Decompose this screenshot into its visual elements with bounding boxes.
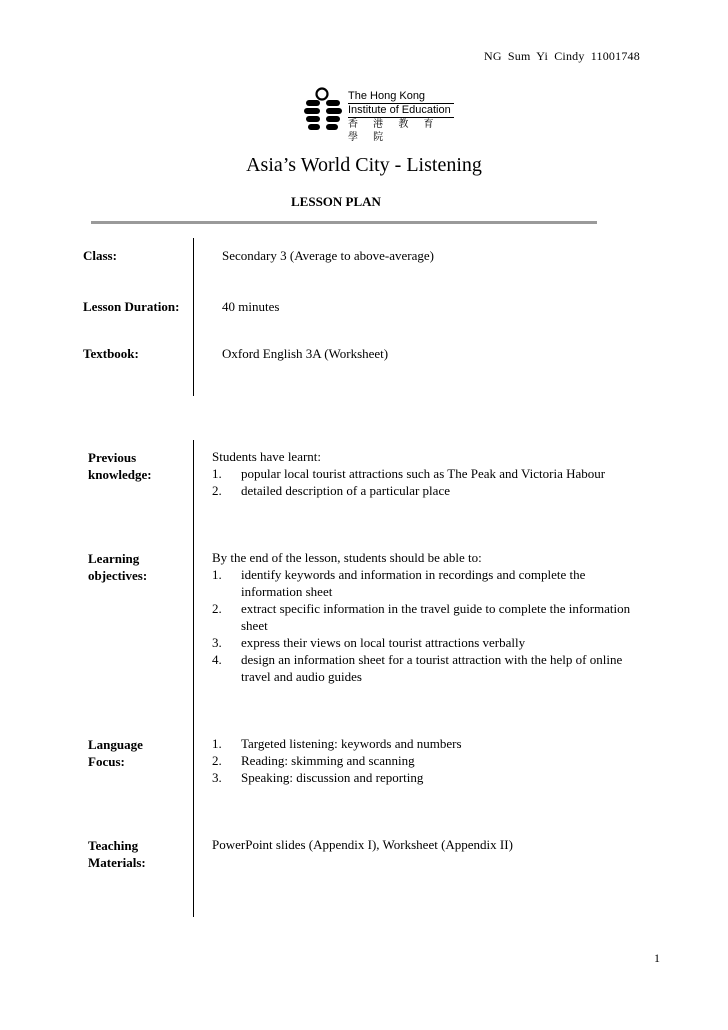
list-item: 2. detailed description of a particular place — [212, 483, 450, 498]
page-number: 1 — [654, 951, 660, 965]
learning-objectives-content — [212, 549, 642, 685]
logo-emblem-icon — [304, 86, 346, 136]
lesson-plan-heading: LESSON PLAN — [291, 194, 381, 209]
textbook-label: Textbook: — [83, 346, 139, 361]
list-item: 4. design an information sheet for a tourist attraction with the help of online travel and audio guides — [212, 652, 623, 684]
language-focus-content — [212, 735, 642, 786]
class-value: Secondary 3 (Average to above-average) — [222, 248, 434, 263]
previous-knowledge-label: Previous knowledge: — [88, 450, 152, 482]
info-column-divider — [193, 238, 194, 396]
list-item: 2. extract specific information in the travel guide to complete the information sheet — [212, 601, 631, 633]
previous-knowledge-intro: Students have learnt: — [212, 449, 322, 464]
author-line: NG Sum Yi Cindy 11001748 — [484, 49, 640, 63]
logo-text-line2: Institute of Education — [348, 103, 454, 117]
learning-objectives-label: Learning objectives: — [88, 551, 148, 583]
class-label: Class: — [83, 248, 117, 263]
textbook-value: Oxford English 3A (Worksheet) — [222, 346, 389, 361]
learning-objectives-intro: By the end of the lesson, students should be able to: — [212, 550, 482, 565]
list-item: 1. identify keywords and information in recordings and complete the information sheet — [212, 567, 586, 599]
logo-text-chinese: 香 港 教 育 學 院 — [348, 117, 454, 144]
teaching-materials-label: Teaching Materials: — [88, 838, 146, 870]
list-item: 1. Targeted listening: keywords and numbers — [212, 736, 462, 751]
language-focus-label: Language Focus: — [88, 737, 143, 769]
previous-knowledge-content — [212, 448, 662, 499]
logo-text-line1: The Hong Kong — [348, 90, 426, 102]
list-item: 2. Reading: skimming and scanning — [212, 753, 415, 768]
list-item: 1. popular local tourist attractions such as The Peak and Victoria Habour — [212, 466, 606, 481]
header-divider — [91, 221, 597, 224]
teaching-materials-content: PowerPoint slides (Appendix I), Worksheet (Appendix II) — [212, 837, 513, 852]
lesson-title: Asia’s World City - Listening — [246, 154, 482, 176]
institution-logo — [304, 86, 454, 143]
list-item: 3. express their views on local tourist attractions verbally — [212, 635, 526, 650]
duration-value: 40 minutes — [222, 299, 280, 314]
sections-column-divider — [193, 440, 194, 917]
duration-label: Lesson Duration: — [83, 299, 180, 314]
list-item: 3. Speaking: discussion and reporting — [212, 770, 424, 785]
